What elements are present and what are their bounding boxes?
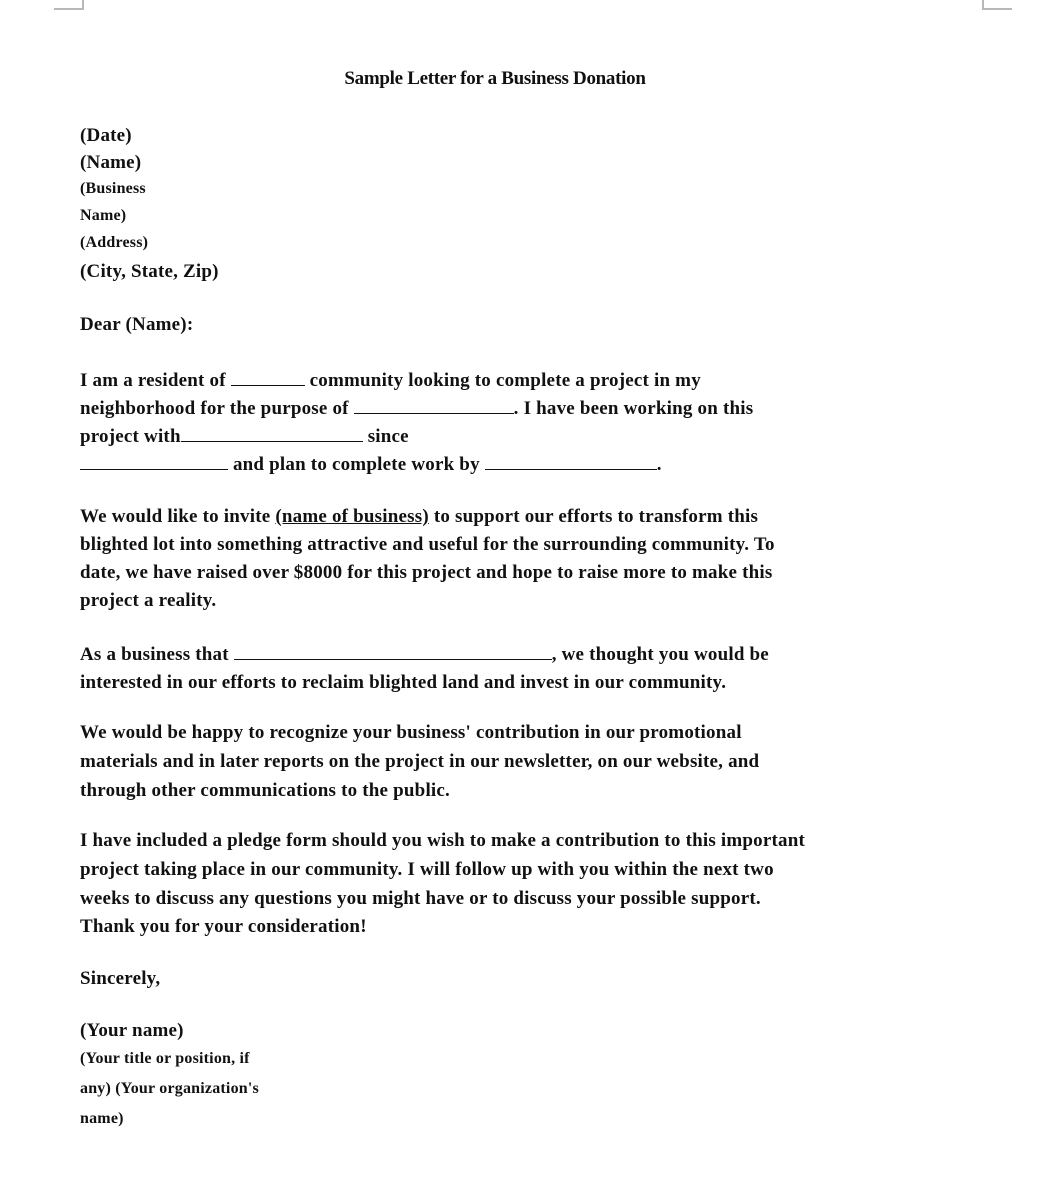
text-segment: project with — [80, 426, 181, 447]
text-segment: We would like to invite — [80, 506, 271, 527]
signature-title-line-2: any) (Your organization's — [80, 1080, 259, 1097]
text-segment: , we thought you would be — [551, 644, 769, 665]
closing: Sincerely, — [80, 968, 161, 989]
signature-name: (Your name) — [80, 1020, 184, 1041]
paragraph-1-line-3 — [80, 425, 409, 448]
date-field: (Date) — [80, 125, 132, 146]
paragraph-3-line-1 — [80, 643, 769, 666]
text-segment: neighborhood for the purpose of — [80, 398, 349, 419]
text-segment: As a business that — [80, 644, 229, 665]
blank-project-partner — [181, 425, 363, 442]
signature-title-line-3: name) — [80, 1110, 124, 1127]
salutation: Dear (Name): — [80, 314, 194, 335]
paragraph-2-line-3: date, we have raised over $8000 for this project and hope to raise more to make this — [80, 562, 773, 583]
paragraph-4-line-1: We would be happy to recognize your business' contribution in our promotional — [80, 722, 742, 743]
text-segment: and plan to complete work by — [232, 454, 480, 475]
paragraph-2-line-2: blighted lot into something attractive and useful for the surrounding community. To — [80, 534, 775, 555]
blank-completion-date — [485, 453, 657, 470]
address-field: (Address) — [80, 234, 149, 251]
text-segment: I am a resident of — [80, 370, 226, 391]
paragraph-5-line-4: Thank you for your consideration! — [80, 916, 367, 937]
paragraph-1-line-4 — [80, 453, 662, 476]
paragraph-5-line-1: I have included a pledge form should you wish to make a contribution to this important — [80, 830, 806, 851]
blank-purpose — [354, 397, 514, 414]
text-segment: . — [656, 454, 662, 475]
text-segment: to support our efforts to transform this — [433, 506, 759, 527]
text-segment: . I have been working on this — [513, 398, 754, 419]
text-segment: community looking to complete a project in my — [309, 370, 701, 391]
paragraph-2-line-4: project a reality. — [80, 590, 217, 611]
business-name-field-line-1: (Business — [80, 180, 146, 197]
paragraph-5-line-3: weeks to discuss any questions you might have or to discuss your possible support. — [80, 888, 761, 909]
paragraph-4-line-2: materials and in later reports on the project in our newsletter, on our website, and — [80, 751, 760, 772]
paragraph-5-line-2: project taking place in our community. I will follow up with you within the next two — [80, 859, 774, 880]
signature-title-line-1: (Your title or position, if — [80, 1050, 250, 1067]
blank-community — [231, 369, 305, 386]
page-corner-mark-left — [54, 0, 84, 10]
letter-title: Sample Letter for a Business Donation — [344, 68, 646, 89]
city-state-zip-field: (City, State, Zip) — [80, 261, 219, 282]
paragraph-3-line-2: interested in our efforts to reclaim blighted land and invest in our community. — [80, 672, 727, 693]
paragraph-4-line-3: through other communications to the public. — [80, 780, 450, 801]
blank-business-description — [234, 643, 552, 660]
paragraph-1-line-2 — [80, 397, 753, 420]
text-segment: since — [367, 426, 409, 447]
recipient-name-field: (Name) — [80, 152, 142, 173]
blank-start-date — [80, 453, 228, 470]
page-corner-mark-right — [982, 0, 1012, 10]
paragraph-1-line-1 — [80, 369, 701, 392]
business-name-field-line-2: Name) — [80, 207, 127, 224]
paragraph-2-line-1 — [80, 506, 758, 528]
business-name-placeholder: (name of business) — [275, 506, 429, 527]
